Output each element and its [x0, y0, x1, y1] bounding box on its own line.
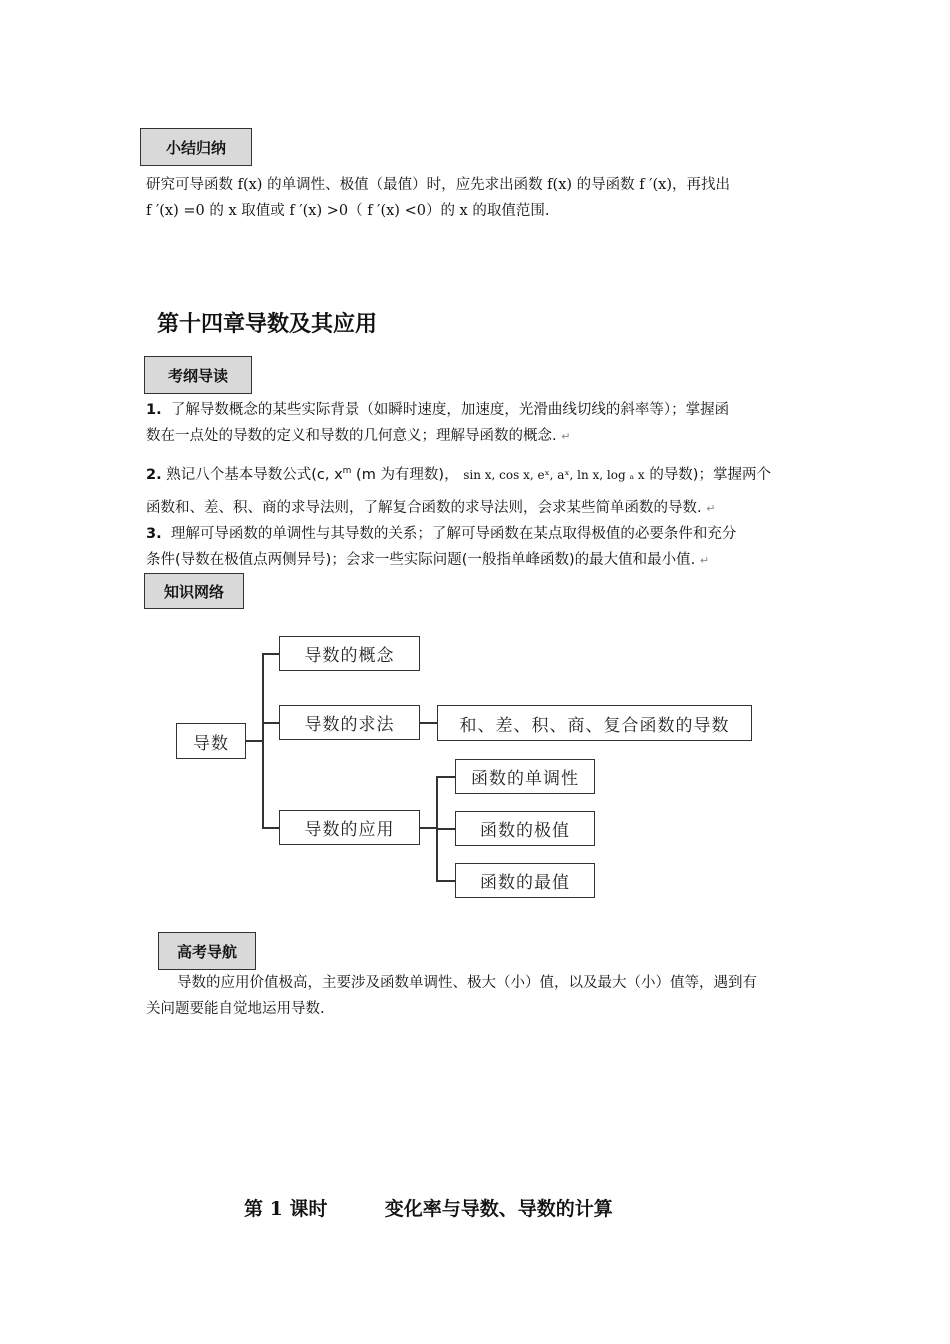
connector: [436, 880, 455, 882]
outline-item-3-number: 3.: [146, 526, 162, 542]
outline-item-2-text-2: 函数和、差、积、商的求导法则，了解复合函数的求导法则，会求某些简单函数的导数.: [146, 500, 702, 516]
outline-item-2-formula: sin x, cos x, eˣ, aˣ, ln x, log ₐ x: [463, 467, 645, 482]
connector: [420, 827, 437, 829]
outline-item-2-text-c: 的导数)；掌握两个: [649, 466, 771, 483]
chapter-title: 第十四章导数及其应用: [157, 312, 378, 337]
lesson-topic: 变化率与导数、导数的计算: [384, 1198, 613, 1220]
lesson-title: [244, 1194, 613, 1221]
outline-item-3-line-1: [146, 521, 736, 547]
outline-item-3-text-2: 条件(导数在极值点两侧异号)；会求一些实际问题(一般指单峰函数)的最大值和最小值.: [146, 552, 696, 568]
exam-line-2: 关问题要能自觉地运用导数.: [146, 1001, 325, 1017]
summary-label: 小结归纳: [140, 128, 252, 166]
outline-item-1-line-2: [146, 423, 570, 450]
connector: [420, 722, 437, 724]
outline-item-1-text: 了解导数概念的某些实际背景（如瞬时速度，加速度，光滑曲线切线的斜率等）；掌握函: [170, 402, 730, 418]
outline-label: 考纲导读: [144, 356, 252, 394]
outline-item-2-number: 2.: [146, 466, 162, 483]
node-method: 导数的求法: [279, 705, 420, 740]
return-mark: ↵: [699, 554, 710, 567]
exam-line-1: 导数的应用价值极高，主要涉及函数单调性、极大（小）值，以及最大（小）值等，遇到有: [177, 975, 757, 991]
outline-item-1-number: 1.: [146, 402, 162, 418]
connector: [246, 740, 263, 742]
node-root: 导数: [176, 723, 246, 759]
node-method-detail: 和、差、积、商、复合函数的导数: [437, 705, 752, 741]
summary-line-1: 研究可导函数 f(x) 的单调性、极值（最值）时，应先求出函数 f(x) 的导函数 f ′(x)，再找出: [146, 177, 731, 193]
node-application: 导数的应用: [279, 810, 420, 845]
node-monotonic: 函数的单调性: [455, 759, 595, 794]
outline-item-2-line-1: [146, 458, 771, 488]
outline-item-3-text: 理解可导函数的单调性与其导数的关系；了解可导函数在某点取得极值的必要条件和充分: [170, 526, 737, 542]
lesson-number: 第 1 课时: [244, 1198, 328, 1220]
node-concept: 导数的概念: [279, 636, 420, 671]
outline-item-2-line-2: [146, 495, 715, 522]
outline-item-1-text-2: 数在一点处的导数的定义和导数的几何意义；理解导函数的概念.: [146, 428, 557, 444]
summary-line-2: f ′(x) =0 的 x 取值或 f ′(x) >0（ f ′(x) <0）的 x 的取值范围.: [146, 203, 550, 219]
network-label: 知识网络: [144, 573, 244, 609]
connector: [262, 653, 264, 828]
outline-item-2-text-a: 熟记八个基本导数公式(c, x: [166, 466, 343, 483]
outline-item-2-text-b: (m 为有理数)，: [351, 466, 459, 483]
exam-label: 高考导航: [158, 932, 256, 970]
return-mark: ↵: [561, 430, 571, 443]
outline-item-1-line-1: [146, 397, 729, 423]
outline-item-3-line-2: [146, 547, 709, 574]
connector: [262, 722, 279, 724]
connector: [436, 776, 455, 778]
connector: [262, 653, 279, 655]
return-mark: ↵: [706, 502, 716, 515]
node-maximum: 函数的最值: [455, 863, 595, 898]
node-extremum: 函数的极值: [455, 811, 595, 846]
outline-item-2-sup: m: [342, 466, 352, 476]
connector: [436, 828, 455, 830]
connector: [262, 827, 279, 829]
